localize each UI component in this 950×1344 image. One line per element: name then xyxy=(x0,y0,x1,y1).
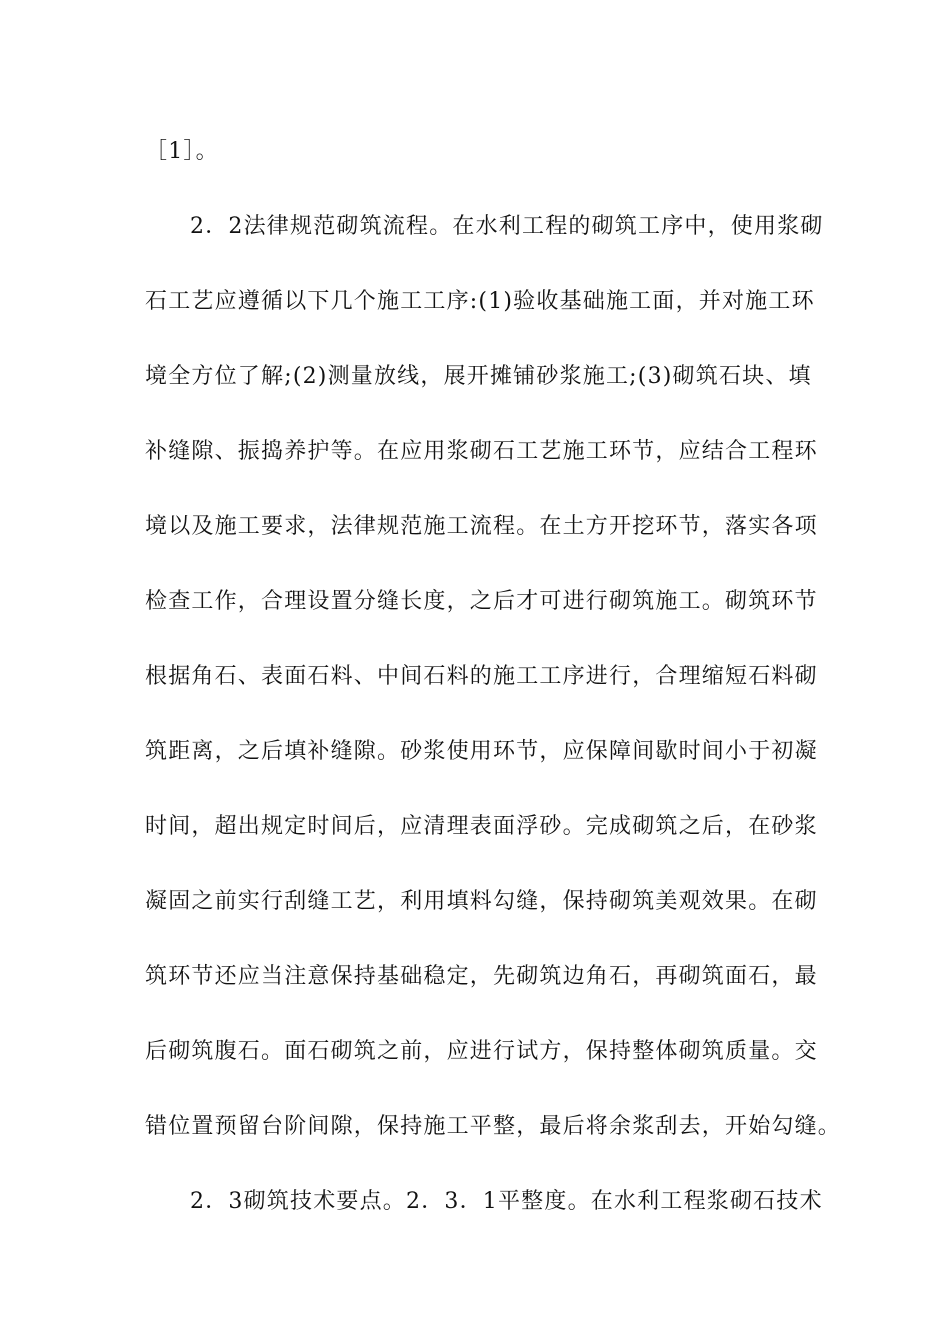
text-line-10: 时间，超出规定时间后，应清理表面浮砂。完成砌筑之后，在砂浆 xyxy=(145,814,818,839)
text-line-7: 检查工作，合理设置分缝长度，之后才可进行砌筑施工。砌筑环节 xyxy=(145,589,818,614)
text-line-8: 根据角石、表面石料、中间石料的施工工序进行，合理缩短石料砌 xyxy=(145,664,818,689)
text-line-12: 筑环节还应当注意保持基础稳定，先砌筑边角石，再砌筑面石，最 xyxy=(145,964,818,989)
text-line-5: 补缝隙、振捣养护等。在应用浆砌石工艺施工环节，应结合工程环 xyxy=(145,439,818,464)
text-line-14: 错位置预留台阶间隙，保持施工平整，最后将余浆刮去，开始勾缝。 xyxy=(145,1114,842,1139)
text-line-4: 境全方位了解;(2)测量放线，展开摊铺砂浆施工;(3)砌筑石块、填 xyxy=(145,364,812,389)
text-line-3: 石工艺应遵循以下几个施工工序:(1)验收基础施工面，并对施工环 xyxy=(145,289,815,314)
text-line-9: 筑距离，之后填补缝隙。砂浆使用环节，应保障间歇时间小于初凝 xyxy=(145,739,818,764)
text-line-1: ［1］。 xyxy=(145,139,219,164)
text-line-6: 境以及施工要求，法律规范施工流程。在土方开挖环节，落实各项 xyxy=(145,514,818,539)
text-line-11: 凝固之前实行刮缝工艺，利用填料勾缝，保持砌筑美观效果。在砌 xyxy=(145,889,818,914)
text-line-15: 2．3砌筑技术要点。2．3．1平整度。在水利工程浆砌石技术 xyxy=(190,1189,823,1214)
text-line-2: 2．2法律规范砌筑流程。在水利工程的砌筑工序中，使用浆砌 xyxy=(190,214,824,239)
text-line-13: 后砌筑腹石。面石砌筑之前，应进行试方，保持整体砌筑质量。交 xyxy=(145,1039,818,1064)
